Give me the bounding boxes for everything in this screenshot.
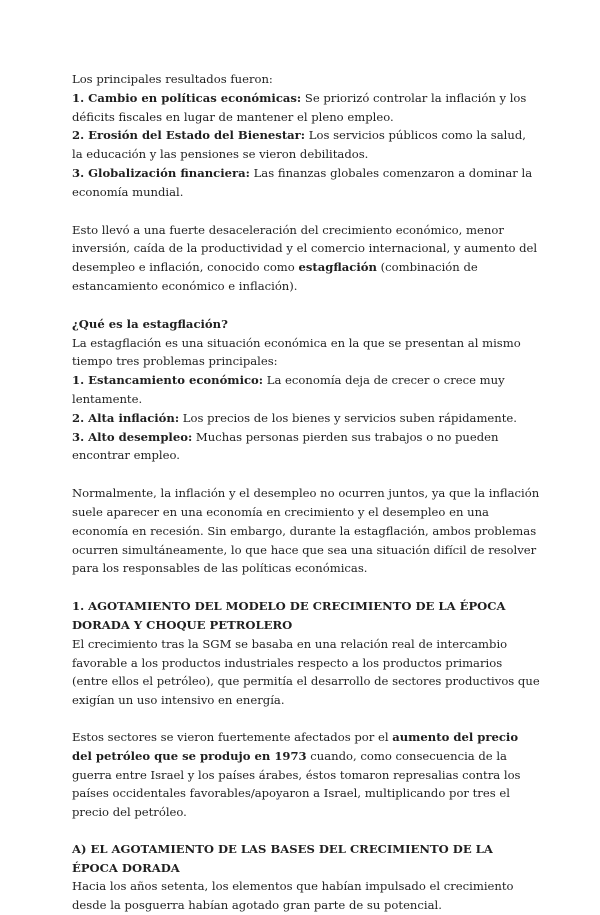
- list-item-text: Los servicios públicos como la salud, la educación y las pensiones se vieron debilitados.: [72, 128, 526, 162]
- list-item: [72, 371, 540, 409]
- list-item-lead: 2. Erosión del Estado del Bienestar:: [72, 128, 306, 143]
- paragraph-normally: Normalmente, la inflación y el desempleo no ocurren juntos, ya que la inflación suele aparecer en una economía en crecimiento y el desempleo en una economía en recesión. Sin embargo, durante la estagflación, ambos problemas ocurren simultáneamente, lo que hace que sea una situación difícil de resolver para los responsables de las políticas económicas.: [72, 486, 540, 576]
- paragraph-stagflation-intro: [72, 221, 540, 296]
- paragraph-text: Estos sectores se vieron fuertemente afectados por el: [72, 729, 393, 744]
- paragraph-text: Esto llevó a una fuerte desaceleración del crecimiento económico, menor inversión, caída de la productividad y el comercio internacional, y aumento del desempleo e inflación, conocido como: [72, 222, 538, 275]
- list-item-lead: 2. Alta inflación:: [72, 410, 180, 425]
- question-heading: ¿Qué es la estagflación?: [72, 316, 228, 331]
- bold-term: estagflación: [298, 260, 377, 275]
- list-item-text: Las finanzas globales comenzaron a dominar la economía mundial.: [72, 165, 533, 199]
- section-heading-1: 1. AGOTAMIENTO DEL MODELO DE CRECIMIENTO DE LA ÉPOCA DORADA Y CHOQUE PETROLERO: [72, 599, 506, 632]
- list-item-lead: 3. Alto desempleo:: [72, 429, 193, 444]
- paragraph-text: cuando, como consecuencia de la guerra entre Israel y los países árabes, éstos tomaron represalias contra los países occidentales favorables/apoyaron a Israel, multiplicando por tres el precio del petróleo.: [72, 748, 521, 820]
- list-item-lead: 3. Globalización financiera:: [72, 165, 250, 180]
- list-item-text: Los precios de los bienes y servicios suben rápidamente.: [179, 410, 517, 425]
- paragraph-text: (combinación de estancamiento económico e inflación).: [72, 260, 478, 293]
- list-item-text: Se priorizó controlar la inflación y los déficits fiscales en lugar de mantener el pleno empleo.: [72, 90, 527, 124]
- list-item-lead: 1. Cambio en políticas económicas:: [72, 90, 302, 105]
- question-intro: La estagflación es una situación económica en la que se presentan al mismo tiempo tres problemas principales:: [72, 335, 521, 369]
- list-item: [72, 428, 540, 466]
- paragraph-oil-price: [72, 728, 540, 822]
- list-item-lead: 1. Estancamiento económico:: [72, 373, 264, 388]
- list-item-text: La economía deja de crecer o crece muy lentamente.: [72, 373, 505, 406]
- list-item: [72, 126, 540, 164]
- list-item: [72, 164, 540, 202]
- section-1-paragraph: El crecimiento tras la SGM se basaba en una relación real de intercambio favorable a los productos industriales respecto a los productos primarios (entre ellos el petróleo), que permitía el desarrollo de sectores productivos que exigían un uso intensivo en energía.: [72, 636, 540, 708]
- list-item: [72, 409, 540, 428]
- list-item: [72, 89, 540, 127]
- bold-term: aumento del precio del petróleo que se produjo en 1973: [72, 729, 519, 763]
- intro-line: Los principales resultados fueron:: [72, 72, 273, 86]
- section-heading-a: A) EL AGOTAMIENTO DE LAS BASES DEL CRECIMIENTO DE LA ÉPOCA DORADA: [72, 841, 493, 875]
- list-item-text: Muchas personas pierden sus trabajos o no pueden encontrar empleo.: [72, 429, 499, 463]
- section-a-paragraph: Hacia los años setenta, los elementos que habían impulsado el crecimiento desde la posguerra habían agotado gran parte de su potencial.: [72, 879, 514, 913]
